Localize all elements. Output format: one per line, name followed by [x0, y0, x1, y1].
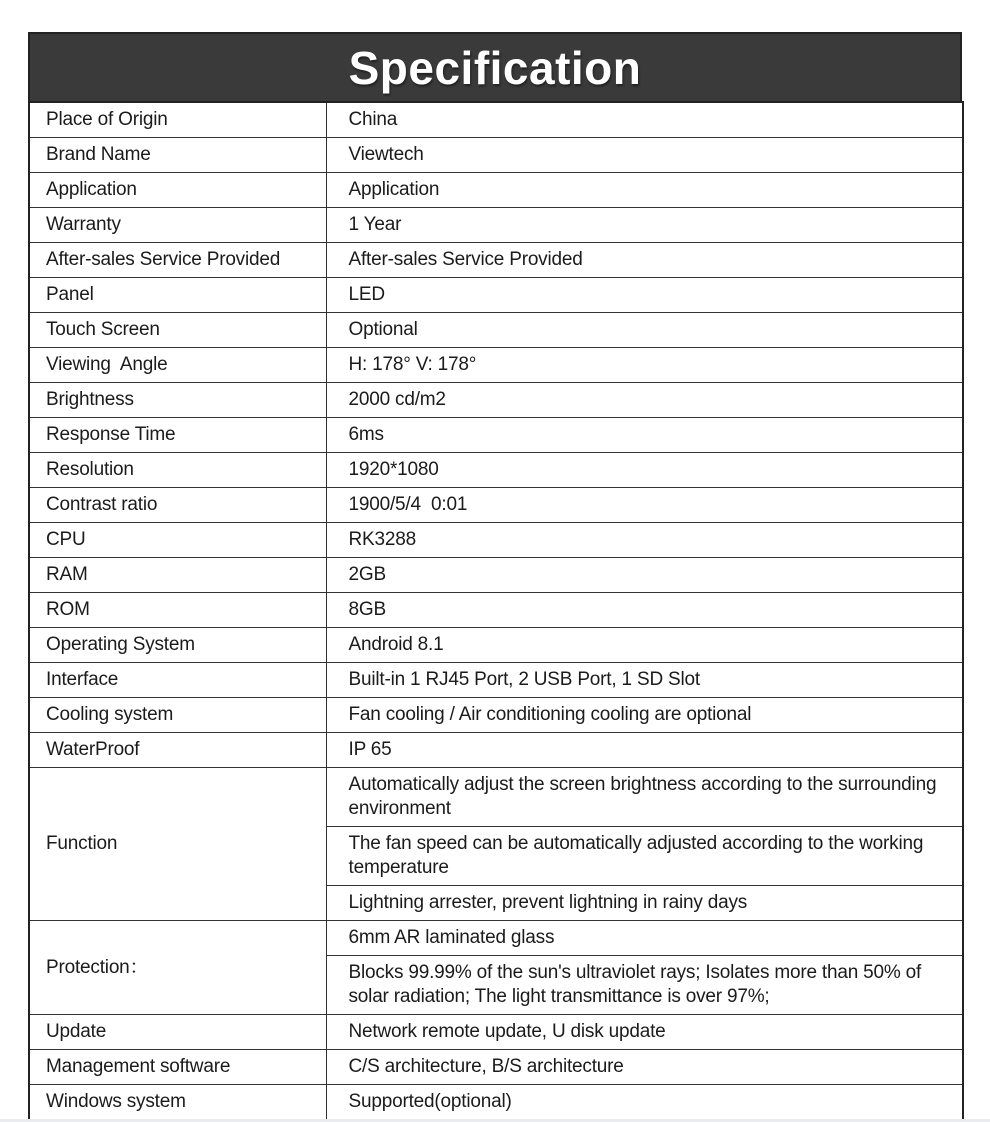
table-row — [29, 488, 963, 523]
spec-label: Response Time — [29, 418, 326, 453]
spec-label: Update — [29, 1015, 326, 1050]
spec-value: Network remote update, U disk update — [326, 1015, 963, 1050]
spec-value: China — [326, 102, 963, 138]
spec-label: Warranty — [29, 208, 326, 243]
spec-value: 2000 cd/m2 — [326, 383, 963, 418]
spec-table-container — [28, 32, 962, 1121]
spec-value: RK3288 — [326, 523, 963, 558]
spec-label: Cooling system — [29, 698, 326, 733]
spec-table-body — [29, 102, 963, 1120]
spec-value: C/S architecture, B/S architecture — [326, 1050, 963, 1085]
table-row — [29, 453, 963, 488]
spec-label: WaterProof — [29, 733, 326, 768]
spec-label: After-sales Service Provided — [29, 243, 326, 278]
spec-label: Protection： — [29, 921, 326, 1015]
table-row — [29, 348, 963, 383]
spec-value: Android 8.1 — [326, 628, 963, 663]
spec-label: Place of Origin — [29, 102, 326, 138]
spec-table — [28, 101, 964, 1121]
spec-value: 1900/5/4 0:01 — [326, 488, 963, 523]
spec-label: Management software — [29, 1050, 326, 1085]
table-row — [29, 1050, 963, 1085]
spec-value: H: 178° V: 178° — [326, 348, 963, 383]
spec-value: The fan speed can be automatically adjusted according to the working temperature — [326, 827, 963, 886]
spec-label: Brand Name — [29, 138, 326, 173]
spec-value: Fan cooling / Air conditioning cooling are optional — [326, 698, 963, 733]
spec-value: Automatically adjust the screen brightness according to the surrounding environment — [326, 768, 963, 827]
spec-label: Application — [29, 173, 326, 208]
spec-value: LED — [326, 278, 963, 313]
table-row — [29, 1015, 963, 1050]
table-row — [29, 418, 963, 453]
spec-value: Viewtech — [326, 138, 963, 173]
spec-value: IP 65 — [326, 733, 963, 768]
table-row — [29, 1085, 963, 1121]
table-row — [29, 733, 963, 768]
spec-value: Application — [326, 173, 963, 208]
table-row — [29, 313, 963, 348]
spec-label: Operating System — [29, 628, 326, 663]
spec-value: 6ms — [326, 418, 963, 453]
spec-value: 6mm AR laminated glass — [326, 921, 963, 956]
table-row — [29, 921, 963, 956]
page-title: Specification — [28, 32, 962, 101]
spec-label: Viewing Angle — [29, 348, 326, 383]
spec-value: 8GB — [326, 593, 963, 628]
bottom-divider — [0, 1119, 990, 1122]
spec-value: Supported(optional) — [326, 1085, 963, 1121]
table-row — [29, 173, 963, 208]
spec-label: RAM — [29, 558, 326, 593]
table-row — [29, 593, 963, 628]
table-row — [29, 768, 963, 827]
table-row — [29, 628, 963, 663]
spec-label: Windows system — [29, 1085, 326, 1121]
spec-label: ROM — [29, 593, 326, 628]
spec-label: CPU — [29, 523, 326, 558]
table-row — [29, 243, 963, 278]
spec-label: Contrast ratio — [29, 488, 326, 523]
table-row — [29, 208, 963, 243]
table-row — [29, 663, 963, 698]
table-row — [29, 558, 963, 593]
spec-label: Resolution — [29, 453, 326, 488]
spec-value: Blocks 99.99% of the sun's ultraviolet rays; Isolates more than 50% of solar radiation; The light transmittance is over 97%; — [326, 956, 963, 1015]
table-row — [29, 383, 963, 418]
spec-label: Interface — [29, 663, 326, 698]
spec-label: Brightness — [29, 383, 326, 418]
spec-value: 1920*1080 — [326, 453, 963, 488]
table-row — [29, 523, 963, 558]
spec-value: 1 Year — [326, 208, 963, 243]
spec-value: After-sales Service Provided — [326, 243, 963, 278]
spec-value: Optional — [326, 313, 963, 348]
table-row — [29, 138, 963, 173]
spec-value: Lightning arrester, prevent lightning in rainy days — [326, 886, 963, 921]
spec-value: Built-in 1 RJ45 Port, 2 USB Port, 1 SD Slot — [326, 663, 963, 698]
table-row — [29, 278, 963, 313]
spec-label: Function — [29, 768, 326, 921]
table-row — [29, 102, 963, 138]
spec-label: Panel — [29, 278, 326, 313]
spec-value: 2GB — [326, 558, 963, 593]
spec-label: Touch Screen — [29, 313, 326, 348]
table-row — [29, 698, 963, 733]
